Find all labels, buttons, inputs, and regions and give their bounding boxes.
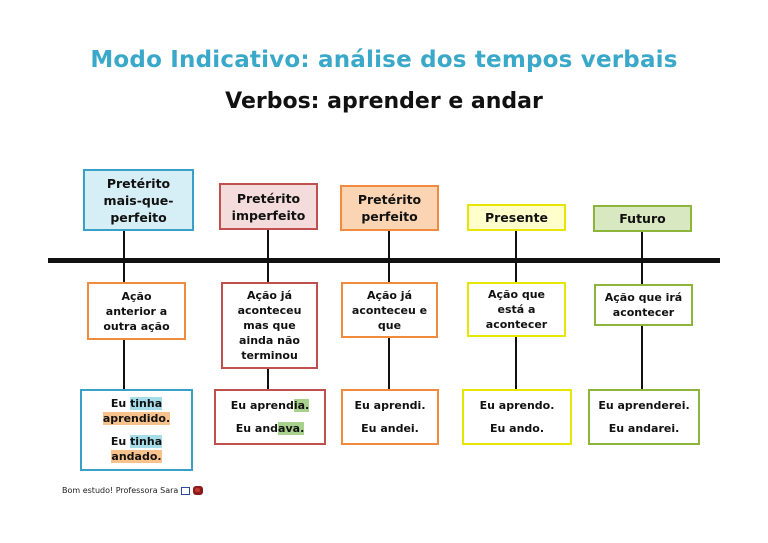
meaning-line: aconteceu e [351,303,428,317]
page-subtitle: Verbos: aprender e andar [225,89,543,114]
meaning-box-futuro [594,284,693,326]
example-box-futuro [588,389,700,445]
example-box-presente [462,389,572,445]
example-1: Eu aprendo. [479,399,555,412]
example-1: Eu aprendi. [354,399,426,412]
example-2: Eu andei. [361,422,419,435]
meaning-line: mas que [243,319,296,332]
meaning-line: acontecer [485,318,548,331]
meaning-line: que [377,318,402,332]
example-box-imperfeito [214,389,326,445]
ending-highlight: ava. [278,422,305,435]
example-1 [231,398,309,413]
meaning-line: Ação já [246,289,293,302]
footer [62,486,203,495]
example-2 [236,421,305,436]
meaning-line: aconteceu [237,304,302,317]
example-1 [103,396,170,426]
meaning-box-imperfeito [221,282,318,369]
tense-label: imperfeito [231,207,306,223]
auxiliary-highlight: tinha [130,435,163,448]
example-text: Eu [110,435,131,448]
example-text: Eu and [235,422,279,435]
example-box-mais-que-perfeito [80,389,193,471]
tense-label: Pretérito [236,190,301,206]
meaning-line: Ação [121,289,152,303]
meaning-box-presente [467,282,566,337]
tense-box-perfeito [340,185,439,231]
ladybug-icon [193,486,203,495]
meaning-box-mais-que-perfeito [87,282,186,340]
tense-box-futuro [593,205,692,232]
tense-label: Pretérito [357,192,422,207]
example-text: Eu aprend [230,399,294,412]
footer-text: Bom estudo! Professora Sara [62,486,179,495]
meaning-box-perfeito [341,282,438,338]
meaning-line: anterior a [105,304,168,318]
tense-box-presente [467,204,566,231]
meaning-line: terminou [241,349,298,362]
tense-label: Futuro [619,211,666,226]
tense-label: perfeito [110,209,167,225]
participle-highlight: andado. [111,450,162,463]
tense-box-imperfeito [219,183,318,230]
example-2: Eu andarei. [608,422,680,435]
meaning-line: Ação já [366,288,413,302]
example-2: Eu ando. [489,422,545,435]
timeline-axis [48,258,720,263]
example-text: Eu [110,397,131,410]
meaning-line: acontecer [612,306,675,319]
example-box-perfeito [341,389,439,445]
meaning-line: está a [497,303,536,316]
auxiliary-highlight: tinha [130,397,163,410]
meaning-line: ainda não [239,334,300,347]
meaning-line: Ação que [487,288,545,301]
tense-box-mais-que-perfeito [83,169,194,231]
tense-label: perfeito [361,209,418,224]
tense-label: mais-que- [103,192,174,208]
page-title: Modo Indicativo: análise dos tempos verbais [90,47,678,73]
meaning-line: outra ação [103,319,170,333]
checkbox-icon [181,487,190,495]
tense-label: Pretérito [106,175,171,191]
meaning-line: Ação que irá [604,291,683,304]
example-2 [111,434,162,464]
ending-highlight: ia. [293,399,310,412]
tense-label: Presente [484,210,549,225]
example-1: Eu aprenderei. [598,399,690,412]
participle-highlight: aprendido. [102,412,171,425]
